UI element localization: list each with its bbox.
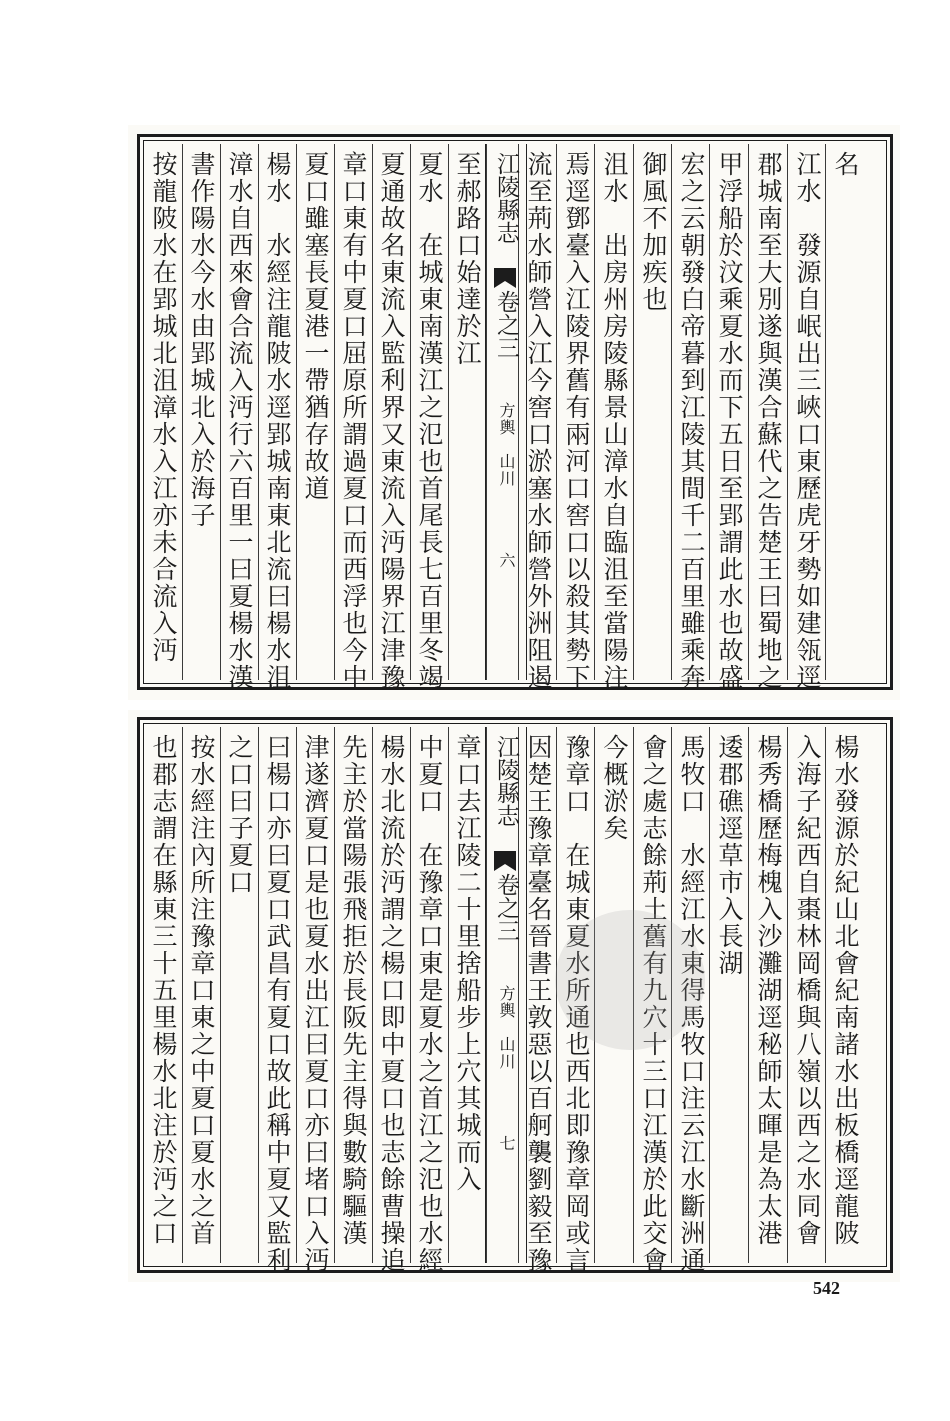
text-column: 夏通故名東流入監利界又東流入沔陽界江津豫	[377, 151, 406, 691]
text-column: 豫章口 在城東夏水所通也西北即豫章岡或言	[562, 734, 591, 1274]
text-column: 甲浮船於汶乘夏水而下五日至郢謂此水也故盛	[715, 151, 744, 691]
column-rule	[220, 144, 221, 680]
text-column: 章口去江陵二十里捨船步上穴其城而入	[453, 734, 482, 1193]
text-column: 也郡志謂在縣東三十五里楊水北注於沔之口	[149, 734, 178, 1247]
text-column: 流至荊水師營入江今窖口淤塞水師營外洲阻遏	[524, 151, 553, 691]
text-column: 入海子紀西自棗林岡橋與八嶺以西之水同會	[793, 734, 822, 1247]
bottom-page-frame	[137, 717, 893, 1273]
column-rule	[748, 727, 749, 1263]
section-label: 方輿 山川	[497, 402, 516, 487]
text-column: 焉逕鄧臺入江陵界舊有兩河口窖口以殺其勢下	[562, 151, 591, 691]
column-rule	[633, 144, 634, 680]
text-column: 之口曰子夏口	[225, 734, 254, 896]
text-column: 郡城南至大別遂與漢合蘇代之告楚王曰蜀地之	[754, 151, 783, 691]
text-column: 宏之云朝發白帝暮到江陵其間千二百里雖乘奔	[677, 151, 706, 691]
column-rule	[709, 144, 710, 680]
text-column: 楊秀橋歷梅槐入沙灘湖逕秘師太暉是為太港	[754, 734, 783, 1247]
fishtail-ornament	[494, 268, 516, 288]
text-column: 夏水 在城東南漢江之氾也首尾長七百里冬竭	[415, 151, 444, 691]
library-seal-watermark	[555, 910, 705, 1050]
text-column: 會之處志餘荊土舊有九穴十三口江漢於此交會	[639, 734, 668, 1274]
text-column: 因楚王豫章臺名晉書王敦惡以百舸襲劉毅至豫	[524, 734, 553, 1274]
column-rule	[220, 727, 221, 1263]
text-column: 曰楊口亦曰夏口武昌有夏口故此稱中夏又監利	[263, 734, 292, 1274]
text-column: 書作陽水今水由郢城北入於海子	[187, 151, 216, 529]
column-rule	[296, 727, 297, 1263]
column-rule	[334, 144, 335, 680]
leaf-number: 六	[497, 552, 516, 569]
section-label: 方輿 山川	[497, 985, 516, 1070]
column-rule	[182, 144, 183, 680]
column-rule	[825, 727, 826, 1263]
text-column: 按龍陂水在郢城北沮漳水入江亦未合流入沔	[149, 151, 178, 664]
column-rule	[448, 144, 449, 680]
text-column: 楊水 水經注龍陂水逕郢城南東北流曰楊水沮	[263, 151, 292, 691]
column-rule	[825, 144, 826, 680]
column-rule	[410, 144, 411, 680]
column-rule	[486, 727, 487, 1263]
text-column: 名	[831, 151, 860, 178]
column-rule	[372, 727, 373, 1263]
column-rule	[334, 727, 335, 1263]
column-rule	[486, 144, 487, 680]
text-column: 中夏口 在豫章口東是夏水之首江之氾也水經	[415, 734, 444, 1274]
text-column: 今概淤矣	[600, 734, 629, 842]
text-column: 按水經注內所注豫章口東之中夏口夏水之首	[187, 734, 216, 1247]
column-rule	[594, 144, 595, 680]
top-page-frame	[137, 134, 893, 690]
text-column: 馬牧口 水經江水東得馬牧口注云江水斷洲通	[677, 734, 706, 1274]
page-number: 542	[813, 1278, 840, 1298]
text-column: 章口東有中夏口屈原所謂過夏口而西浮也今中	[339, 151, 368, 691]
column-rule	[556, 144, 557, 680]
text-column: 楊水發源於紀山北會紀南諸水出板橋逕龍陂	[831, 734, 860, 1247]
center-column	[485, 144, 527, 680]
center-column	[485, 727, 527, 1263]
text-column: 沮水 出房州房陵縣景山漳水自臨沮至當陽注	[600, 151, 629, 691]
column-rule	[787, 727, 788, 1263]
column-rule	[258, 144, 259, 680]
text-column: 江水 發源自岷出三峽口東歷虎牙勢如建瓴逕	[793, 151, 822, 691]
text-column: 津遂濟夏口是也夏水出江曰夏口亦曰堵口入沔	[301, 734, 330, 1274]
text-column: 夏口雖塞長夏港一帶猶存故道	[301, 151, 330, 502]
column-rule	[410, 727, 411, 1263]
column-rule	[448, 727, 449, 1263]
column-rule	[787, 144, 788, 680]
volume-label: 卷之三	[493, 290, 519, 359]
fishtail-ornament	[494, 851, 516, 871]
text-column: 楊水北流於沔謂之楊口即中夏口也志餘曹操追	[377, 734, 406, 1274]
text-column: 先主於當陽張飛拒於長阪先主得與數騎驅漢	[339, 734, 368, 1247]
column-rule	[182, 727, 183, 1263]
volume-label: 卷之三	[493, 873, 519, 942]
column-rule	[671, 144, 672, 680]
column-rule	[258, 727, 259, 1263]
text-column: 逶郡礁逕草市入長湖	[715, 734, 744, 977]
text-column: 漳水自西來會合流入沔行六百里一曰夏楊水漢	[225, 151, 254, 691]
column-rule	[372, 144, 373, 680]
book-title: 江陵縣志	[493, 735, 519, 827]
text-column: 御風不加疾也	[639, 151, 668, 313]
column-rule	[296, 144, 297, 680]
book-title: 江陵縣志	[493, 152, 519, 244]
column-rule	[709, 727, 710, 1263]
column-rule	[748, 144, 749, 680]
text-column: 至郝路口始達於江	[453, 151, 482, 367]
leaf-number: 七	[497, 1135, 516, 1152]
